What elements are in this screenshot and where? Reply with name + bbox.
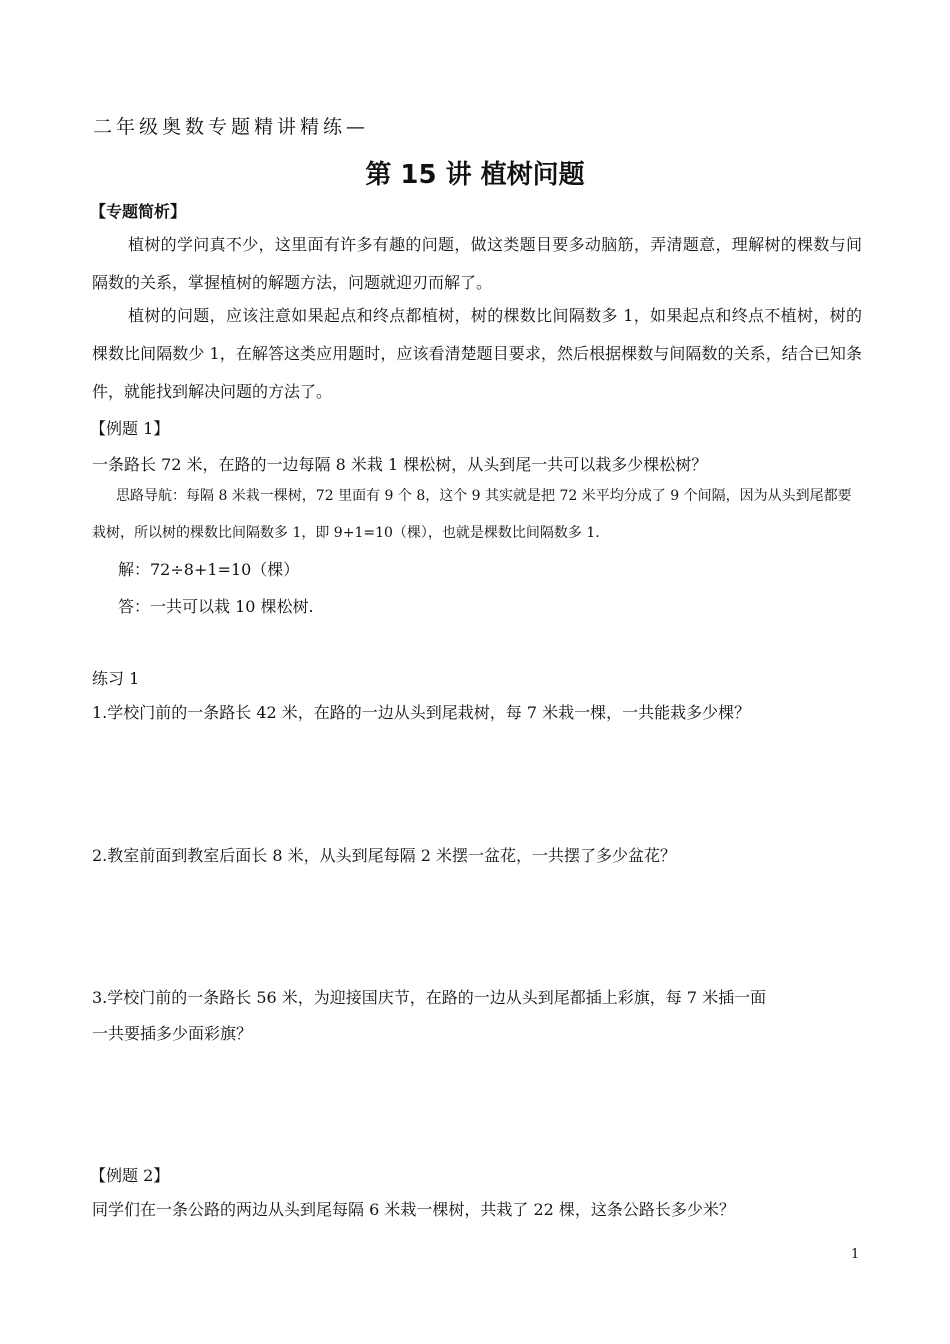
page-title: 第 15 讲 植树问题 (365, 160, 585, 190)
series-heading: 二年级奥数专题精讲精练— (93, 116, 370, 138)
example2-question: 同学们在一条公路的两边从头到尾每隔 6 米栽一棵树，共栽了 22 棵，这条公路长多少米？ (92, 1200, 735, 1219)
practice1-question-3-line2: 一共要插多少面彩旗？ (92, 1024, 253, 1043)
page-number: 1 (851, 1247, 860, 1262)
example1-answer: 答：一共可以栽 10 棵松树. (118, 597, 314, 616)
practice1-question-1: 1.学校门前的一条路长 42 米，在路的一边从头到尾栽树，每 7 米栽一棵，一共能栽多少棵？ (92, 703, 751, 722)
example1-question: 一条路长 72 米，在路的一边每隔 8 米栽 1 棵松树，从头到尾一共可以栽多少棵松树？ (92, 455, 708, 474)
intro-paragraph-1: 植树的学问真不少，这里面有许多有趣的问题，做这类题目要多动脑筋，弄清题意，理解树的棵数与间隔数的关系，掌握植树的解题方法，问题就迎刃而解了。 (92, 235, 862, 292)
example1-hint: 思路导航：每隔 8 米栽一棵树，72 里面有 9 个 8，这个 9 其实就是把 72 米平均分成了 9 个间隔，因为从头到尾都要栽树，所以树的棵数比间隔数多 1，即 9+1=10（棵），也就是棵数比间隔数多 1. (92, 488, 852, 541)
intro-heading: 【专题简析】 (90, 202, 187, 221)
intro-paragraph-2: 植树的问题，应该注意如果起点和终点都植树，树的棵数比间隔数多 1，如果起点和终点不植树，树的棵数比间隔数少 1，在解答这类应用题时，应该看清楚题目要求，然后根据棵数与间隔数的关系，结合已知条件，就能找到解决问题的方法了。 (92, 306, 862, 401)
practice1-question-2: 2.教室前面到教室后面长 8 米，从头到尾每隔 2 米摆一盆花，一共摆了多少盆花？ (92, 846, 676, 865)
practice1-question-3-line1: 3.学校门前的一条路长 56 米，为迎接国庆节，在路的一边从头到尾都插上彩旗，每 7 米插一面 (92, 988, 767, 1007)
example1-solution: 解：72÷8+1=10（棵） (118, 560, 300, 579)
example1-heading: 【例题 1】 (90, 419, 170, 438)
example2-heading: 【例题 2】 (90, 1166, 170, 1185)
practice1-heading: 练习 1 (92, 669, 140, 688)
